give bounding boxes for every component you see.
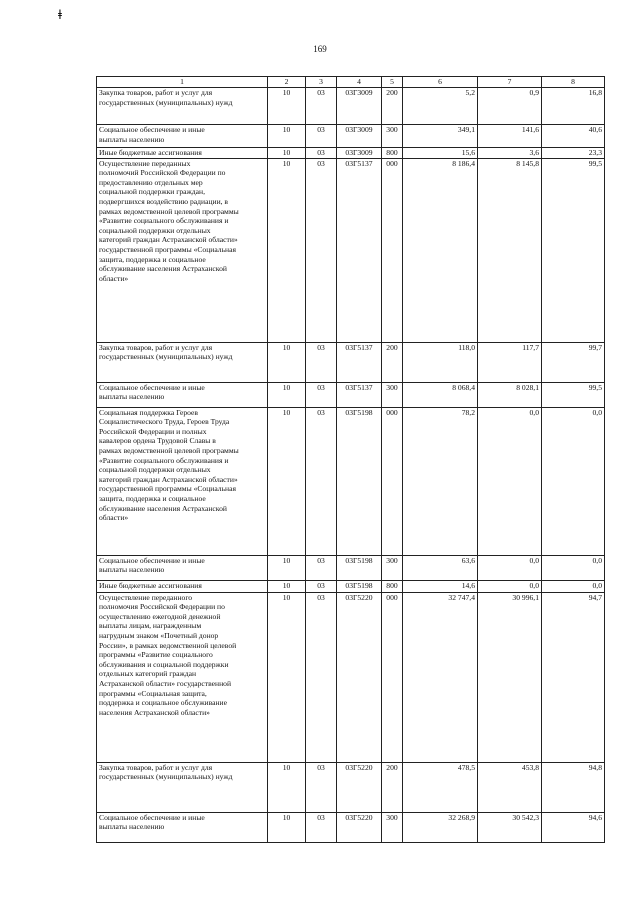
planned-amount: 349,1: [403, 125, 478, 148]
target-article-code: 03Г3009: [337, 88, 382, 125]
execution-percent: 94,7: [542, 592, 605, 762]
row-description: [97, 125, 268, 148]
table-row: [97, 812, 605, 842]
execution-percent: 23,3: [542, 148, 605, 159]
expense-type-code: 000: [382, 407, 403, 555]
execution-percent: 99,7: [542, 342, 605, 382]
target-article-code: 03Г5220: [337, 812, 382, 842]
row-description: [97, 555, 268, 580]
expense-type-code: 300: [382, 125, 403, 148]
subsection-code: 03: [306, 342, 337, 382]
subsection-code: 03: [306, 125, 337, 148]
row-description-text: Иные бюджетные ассигнования: [99, 148, 202, 157]
actual-amount: 8 028,1: [478, 382, 542, 407]
expense-type-code: 800: [382, 580, 403, 592]
column-header: 3: [306, 77, 337, 88]
row-description: [97, 382, 268, 407]
page-number: 169: [313, 44, 327, 54]
row-description-text: Иные бюджетные ассигнования: [99, 580, 202, 590]
table-row: [97, 125, 605, 148]
actual-amount: 141,6: [478, 125, 542, 148]
section-code: 10: [268, 148, 306, 159]
column-header: 6: [403, 77, 478, 88]
expense-type-code: 300: [382, 382, 403, 407]
expense-type-code: 800: [382, 148, 403, 159]
execution-percent: 99,5: [542, 158, 605, 342]
row-description-text: Социальное обеспечение и иные выплаты населению: [99, 555, 205, 575]
row-description-text: Закупка товаров, работ и услуг для государственных (муниципальных) нужд: [99, 342, 233, 362]
planned-amount: 8 186,4: [403, 158, 478, 342]
column-header: 1: [97, 77, 268, 88]
target-article-code: 03Г5198: [337, 580, 382, 592]
actual-amount: 453,8: [478, 762, 542, 812]
margin-mark: ǂ: [58, 8, 62, 23]
actual-amount: 0,0: [478, 407, 542, 555]
target-article-code: 03Г5220: [337, 592, 382, 762]
section-code: 10: [268, 592, 306, 762]
section-code: 10: [268, 555, 306, 580]
expense-type-code: 000: [382, 592, 403, 762]
subsection-code: 03: [306, 382, 337, 407]
actual-amount: 30 996,1: [478, 592, 542, 762]
expense-type-code: 200: [382, 88, 403, 125]
actual-amount: 30 542,3: [478, 812, 542, 842]
section-code: 10: [268, 158, 306, 342]
planned-amount: 118,0: [403, 342, 478, 382]
actual-amount: 8 145,8: [478, 158, 542, 342]
section-code: 10: [268, 580, 306, 592]
row-description-text: Осуществление переданного полномочия Российской Федерации по осуществлению ежегодной денежной выплаты лицам, награжденным нагрудным знаком «Почетный донор России», в рамках ведомственной целевой программы «Развитие социального обслуживания и социальной поддержки отдельных категорий граждан Астраханской области» государственной программы «Социальная защита, поддержка и социальное обслуживание населения Астраханской области»: [99, 592, 237, 717]
column-number-row: [97, 77, 605, 88]
column-header: 8: [542, 77, 605, 88]
target-article-code: 03Г3009: [337, 148, 382, 159]
expense-type-code: 000: [382, 158, 403, 342]
row-description: [97, 88, 268, 125]
row-description: [97, 407, 268, 555]
execution-percent: 94,8: [542, 762, 605, 812]
actual-amount: 117,7: [478, 342, 542, 382]
planned-amount: 32 268,9: [403, 812, 478, 842]
section-code: 10: [268, 88, 306, 125]
planned-amount: 63,6: [403, 555, 478, 580]
target-article-code: 03Г5198: [337, 555, 382, 580]
actual-amount: 0,0: [478, 555, 542, 580]
table-row: [97, 762, 605, 812]
row-description: [97, 148, 268, 159]
row-description: [97, 812, 268, 842]
table-row: [97, 342, 605, 382]
table-row: [97, 555, 605, 580]
subsection-code: 03: [306, 762, 337, 812]
subsection-code: 03: [306, 580, 337, 592]
subsection-code: 03: [306, 88, 337, 125]
budget-table: [96, 76, 605, 843]
section-code: 10: [268, 342, 306, 382]
table-row: [97, 407, 605, 555]
planned-amount: 478,5: [403, 762, 478, 812]
section-code: 10: [268, 762, 306, 812]
expense-type-code: 300: [382, 812, 403, 842]
planned-amount: 8 068,4: [403, 382, 478, 407]
expense-type-code: 200: [382, 762, 403, 812]
target-article-code: 03Г5137: [337, 382, 382, 407]
execution-percent: 16,8: [542, 88, 605, 125]
row-description: [97, 342, 268, 382]
table-row: [97, 592, 605, 762]
planned-amount: 15,6: [403, 148, 478, 159]
section-code: 10: [268, 382, 306, 407]
subsection-code: 03: [306, 158, 337, 342]
subsection-code: 03: [306, 555, 337, 580]
row-description-text: Социальное обеспечение и иные выплаты населению: [99, 812, 205, 832]
planned-amount: 78,2: [403, 407, 478, 555]
execution-percent: 0,0: [542, 580, 605, 592]
table-row: [97, 158, 605, 342]
table-row: [97, 88, 605, 125]
planned-amount: 32 747,4: [403, 592, 478, 762]
planned-amount: 14,6: [403, 580, 478, 592]
target-article-code: 03Г5137: [337, 158, 382, 342]
column-header: 5: [382, 77, 403, 88]
table-row: [97, 580, 605, 592]
target-article-code: 03Г5220: [337, 762, 382, 812]
expense-type-code: 200: [382, 342, 403, 382]
row-description-text: Закупка товаров, работ и услуг для государственных (муниципальных) нужд: [99, 762, 233, 782]
row-description-text: Закупка товаров, работ и услуг для государственных (муниципальных) нужд: [99, 88, 233, 107]
execution-percent: 0,0: [542, 555, 605, 580]
row-description: [97, 158, 268, 342]
row-description: [97, 580, 268, 592]
table-row: [97, 148, 605, 159]
planned-amount: 5,2: [403, 88, 478, 125]
target-article-code: 03Г5198: [337, 407, 382, 555]
execution-percent: 99,5: [542, 382, 605, 407]
target-article-code: 03Г3009: [337, 125, 382, 148]
column-header: 2: [268, 77, 306, 88]
execution-percent: 0,0: [542, 407, 605, 555]
row-description-text: Социальное обеспечение и иные выплаты населению: [99, 382, 205, 402]
subsection-code: 03: [306, 148, 337, 159]
row-description-text: Социальное обеспечение и иные выплаты населению: [99, 125, 205, 144]
subsection-code: 03: [306, 407, 337, 555]
actual-amount: 0,9: [478, 88, 542, 125]
section-code: 10: [268, 125, 306, 148]
row-description-text: Осуществление переданных полномочий Российской Федерации по предоставлению отдельных мер социальной поддержки граждан, подвергшихся воздействию радиации, в рамках ведомственной целевой программы «Развитие социального обслуживания и социальной поддержки отдельных категорий граждан Астраханской области» государственной программы «Социальная защита, поддержка и социальное обслуживание населения Астраханской области»: [99, 158, 239, 283]
target-article-code: 03Г5137: [337, 342, 382, 382]
section-code: 10: [268, 407, 306, 555]
row-description: [97, 762, 268, 812]
actual-amount: 3,6: [478, 148, 542, 159]
subsection-code: 03: [306, 592, 337, 762]
row-description-text: Социальная поддержка Героев Социалистического Труда, Героев Труда Российской Федерации и полных кавалеров ордена Трудовой Славы в рамках ведомственной целевой программы «Развитие социального обслуживания и социальной поддержки отдельных категорий граждан Астраханской области» государственной программы «Социальная защита, поддержка и социальное обслуживание населения Астраханской области»: [99, 407, 239, 523]
table-row: [97, 382, 605, 407]
actual-amount: 0,0: [478, 580, 542, 592]
subsection-code: 03: [306, 812, 337, 842]
row-description: [97, 592, 268, 762]
column-header: 4: [337, 77, 382, 88]
section-code: 10: [268, 812, 306, 842]
execution-percent: 40,6: [542, 125, 605, 148]
execution-percent: 94,6: [542, 812, 605, 842]
expense-type-code: 300: [382, 555, 403, 580]
column-header: 7: [478, 77, 542, 88]
